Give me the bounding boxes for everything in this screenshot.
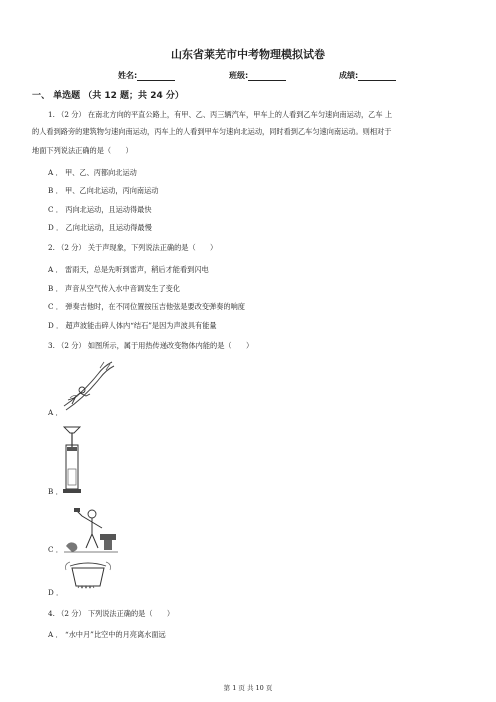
q2-option-a[interactable]: A ． 雷雨天，总是先听到雷声，稍后才能看到闪电 — [48, 265, 209, 274]
q1-stem-line2: 的人看到路旁的建筑物匀速向南运动，丙车上的人看到甲车匀速向北运动，同时看到乙车匀速向南运动。则相对于 — [32, 127, 392, 136]
q1-stem-line1: 1. （2 分） 在南北方向的平直公路上，有甲、乙、丙三辆汽车，甲车上的人看到乙车匀速向南运动，乙车 上 — [48, 110, 393, 119]
q2-option-c[interactable]: C ． 弹奏吉他时，在不同位置按压吉他弦是要改变弹奏的响度 — [48, 302, 245, 311]
q3-label-a[interactable]: A ． — [48, 408, 63, 417]
heating-pot-image — [62, 560, 114, 592]
blacksmith-figure-image — [62, 506, 120, 554]
name-field[interactable] — [118, 70, 175, 81]
score-blank[interactable] — [358, 72, 396, 81]
section-heading: 一、 单选题 （共 12 题；共 24 分） — [32, 91, 184, 101]
q3-label-d[interactable]: D ． — [48, 588, 64, 597]
q4-option-a[interactable]: A ． “水中月”比空中的月亮离水面远 — [48, 630, 166, 639]
q3-label-c[interactable]: C ． — [48, 545, 63, 554]
class-field[interactable] — [229, 70, 286, 81]
class-label: 班级: — [229, 71, 249, 80]
compression-tube-image — [60, 425, 84, 495]
page-footer: 第 1 页 共 10 页 — [223, 684, 273, 692]
q1-option-b[interactable]: B ． 甲、乙向北运动，丙向南运动 — [48, 186, 159, 195]
q3-stem: 3. （2 分） 如图所示，属于用热传递改变物体内能的是（ ） — [48, 341, 254, 350]
q1-option-c[interactable]: C ． 丙向北运动，且运动得最快 — [48, 205, 152, 214]
name-label: 姓名: — [118, 71, 138, 80]
name-blank[interactable] — [137, 72, 175, 81]
score-label: 成绩: — [339, 71, 359, 80]
q1-option-d[interactable]: D ． 乙向北运动，且运动得最慢 — [48, 223, 152, 232]
slide-figure-image — [60, 360, 116, 412]
class-blank[interactable] — [248, 72, 286, 81]
page-title: 山东省莱芜市中考物理模拟试卷 — [171, 48, 325, 61]
q2-stem: 2. （2 分） 关于声现象，下列说法正确的是（ ） — [48, 243, 218, 252]
q4-stem: 4. （2 分） 下列说法正确的是（ ） — [48, 609, 175, 618]
q2-option-b[interactable]: B ． 声音从空气传入水中音调发生了变化 — [48, 284, 181, 293]
q1-stem-line3: 地面下列说法正确的是（ ） — [32, 146, 133, 155]
q2-option-d[interactable]: D ． 超声波能击碎人体内“结石”是因为声波具有能量 — [48, 321, 217, 330]
q3-label-b[interactable]: B ． — [48, 487, 63, 496]
q1-option-a[interactable]: A ． 甲、乙、丙都向北运动 — [48, 168, 137, 177]
score-field[interactable] — [339, 70, 396, 81]
